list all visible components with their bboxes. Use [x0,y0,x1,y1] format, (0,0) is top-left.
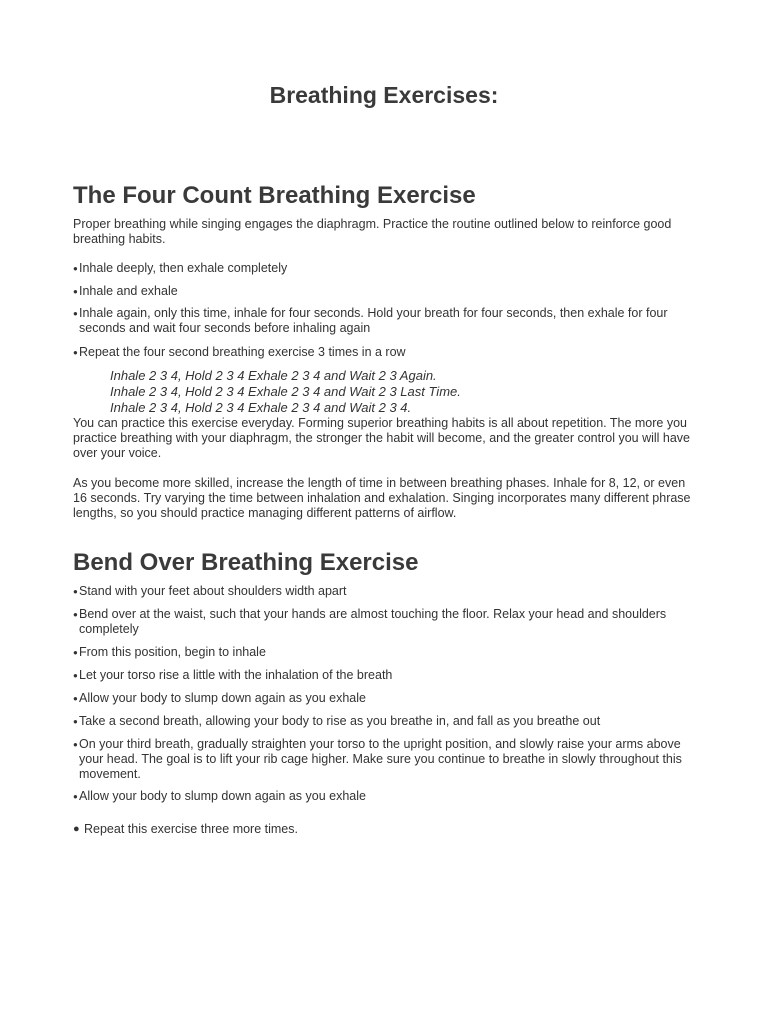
bullet-icon: ● [73,671,78,680]
bullet-icon: ● [73,823,80,835]
list-item [73,584,698,599]
advanced-paragraph: As you become more skilled, increase the length of time in between breathing phases. Inhale for 8, 12, or even 16 seconds. Try varying the time between inhalation and exhalation. Singing incorporates many different phrase lengths, so you should practice managing different patterns of airflow. [73,476,691,520]
list-item [73,607,698,637]
count-line: Inhale 2 3 4, Hold 2 3 4 Exhale 2 3 4 and Wait 2 3 Again. [110,368,437,383]
list-item-text: Repeat this exercise three more times. [84,822,298,836]
list-item [73,284,698,299]
bullet-icon: ● [73,309,78,318]
four-count-section [73,181,698,521]
bend-over-section [73,548,698,837]
list-item-text: Allow your body to slump down again as you exhale [79,691,366,705]
bullet-icon: ● [73,694,78,703]
list-item-text: Inhale again, only this time, inhale for four seconds. Hold your breath for four seconds, then exhale for four seconds and wait four seconds before inhaling again [79,306,668,335]
list-item [73,822,698,837]
list-item [73,789,698,804]
list-item [73,668,698,683]
four-count-intro: Proper breathing while singing engages the diaphragm. Practice the routine outlined below to reinforce good breathing habits. [73,217,672,246]
count-line: Inhale 2 3 4, Hold 2 3 4 Exhale 2 3 4 and Wait 2 3 4. [110,400,412,415]
list-item [73,306,698,336]
four-count-heading: The Four Count Breathing Exercise [73,182,476,209]
document-title: Breathing Exercises: [269,82,499,108]
list-item-text: Inhale deeply, then exhale completely [79,261,288,275]
list-item [73,345,698,360]
list-item-text: On your third breath, gradually straighten your torso to the upright position, and slowly raise your arms above your head. The goal is to lift your rib cage higher. Make sure you continue to breathe in slowly throughout this movement. [79,737,682,781]
bullet-icon: ● [73,610,78,619]
practice-paragraph: You can practice this exercise everyday. Forming superior breathing habits is all about repetition. The more you practice breathing with your diaphragm, the stronger the habit will become, and the greater control you will have over your voice. [73,416,691,460]
list-item-text: From this position, begin to inhale [79,645,266,659]
list-item-text: Bend over at the waist, such that your hands are almost touching the floor. Relax your head and shoulders completely [79,607,667,636]
count-line: Inhale 2 3 4, Hold 2 3 4 Exhale 2 3 4 and Wait 2 3 Last Time. [110,384,461,399]
bullet-icon: ● [73,348,78,357]
bullet-icon: ● [73,287,78,296]
bullet-icon: ● [73,648,78,657]
list-item-text: Inhale and exhale [79,284,178,298]
bullet-icon: ● [73,264,78,273]
bullet-icon: ● [73,587,78,596]
list-item [73,645,698,660]
list-item-text: Repeat the four second breathing exercise 3 times in a row [79,345,406,359]
list-item [73,737,698,782]
list-item-text: Let your torso rise a little with the inhalation of the breath [79,668,393,682]
bend-over-heading: Bend Over Breathing Exercise [73,549,419,576]
list-item-text: Stand with your feet about shoulders width apart [79,584,347,598]
list-item [73,261,698,276]
list-item-text: Take a second breath, allowing your body to rise as you breathe in, and fall as you breathe out [79,714,601,728]
bullet-icon: ● [73,792,78,801]
list-item-text: Allow your body to slump down again as you exhale [79,789,366,803]
bullet-icon: ● [73,717,78,726]
bullet-icon: ● [73,740,78,749]
list-item [73,691,698,706]
list-item [73,714,698,729]
